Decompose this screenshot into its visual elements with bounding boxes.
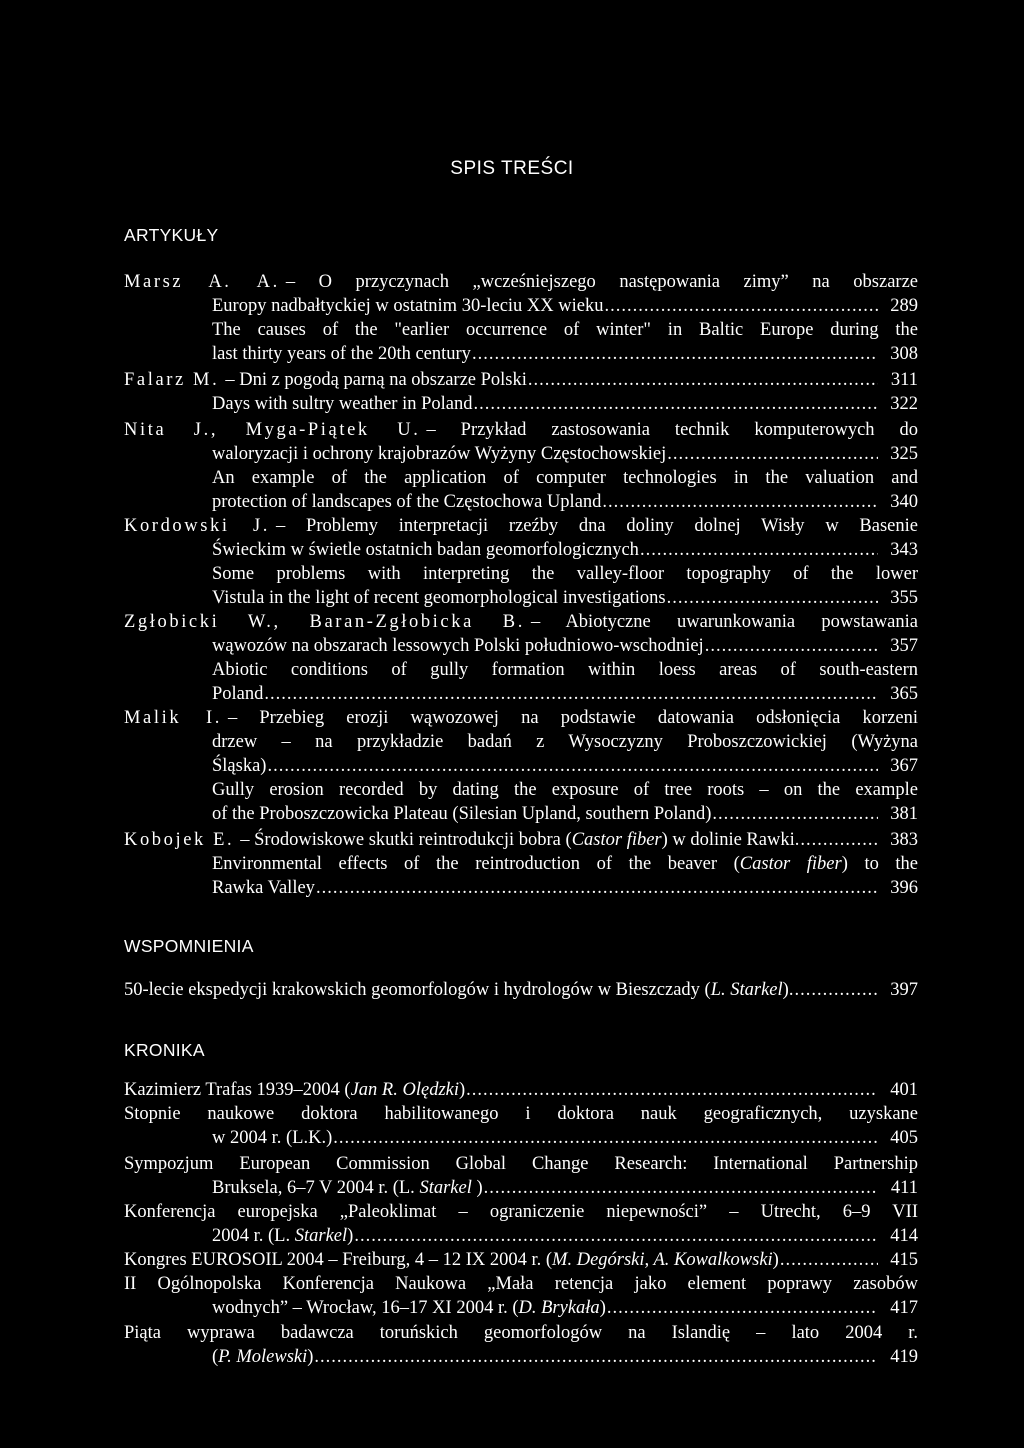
page-number: 396 [890, 878, 918, 898]
entry-line [124, 634, 918, 658]
entry-line [124, 1200, 918, 1224]
dot-leader [667, 586, 878, 610]
entry-title-en: Some problems with interpreting the valley-floor topography of the lower [212, 564, 918, 584]
dot-leader [354, 1224, 878, 1248]
toc-entry-chronicle-2 [124, 1102, 918, 1150]
entry-author: Marsz A. A. [124, 272, 280, 292]
entry-title: Kazimierz Trafas 1939–2004 ( [124, 1080, 351, 1100]
entry-title: drzew – na przykładzie badań z Wysoczyzny Proboszczowickiej (Wyżyna [212, 732, 918, 752]
entry-title: – O przyczynach „wcześniejszego następowania zimy” na obszarze [285, 272, 918, 292]
entry-title: 2004 r. (L. [212, 1226, 295, 1246]
entry-title: – Dni z pogodą parną na obszarze Polski [225, 370, 527, 390]
section-heading-memories: WSPOMNIENIA [124, 936, 254, 956]
entry-line [124, 490, 918, 514]
entry-line [124, 876, 918, 900]
entry-author-italic: Starkel [294, 1226, 348, 1246]
entry-author-italic: L. Starkel [710, 980, 783, 1000]
dot-leader [314, 1345, 878, 1369]
entry-title: Konferencja europejska „Paleoklimat – ograniczenie niepewności” – Utrecht, 6–9 VII [124, 1202, 918, 1222]
entry-title-en: Vistula in the light of recent geomorphological investigations [212, 588, 666, 608]
entry-line [124, 270, 918, 294]
entry-line [124, 1078, 918, 1102]
entry-line [124, 442, 918, 466]
entry-title-en: Poland [212, 684, 264, 704]
page-number: 414 [890, 1226, 918, 1246]
entry-title: Piąta wyprawa badawcza toruńskich geomorfologów na Islandię – lato 2004 r. [124, 1323, 918, 1343]
entry-line [124, 778, 918, 802]
dot-leader [607, 1296, 878, 1320]
entry-line [124, 978, 918, 1002]
toc-entry-chronicle-1 [124, 1078, 918, 1102]
entry-line [124, 418, 918, 442]
entry-line [124, 562, 918, 586]
page-number: 401 [890, 1080, 918, 1100]
page-number: 405 [890, 1128, 918, 1148]
page-number: 417 [890, 1298, 918, 1318]
entry-title-en: Days with sultry weather in Poland [212, 394, 473, 414]
entry-line [124, 828, 918, 852]
page-number: 415 [890, 1250, 918, 1270]
toc-entry-memory [124, 978, 918, 1002]
entry-line [124, 1176, 918, 1200]
entry-title-en: last thirty years of the 20th century [212, 344, 471, 364]
entry-author: Falarz M. [124, 370, 220, 390]
page-number: 322 [890, 394, 918, 414]
entry-line [124, 1345, 918, 1369]
entry-line [124, 1248, 918, 1272]
entry-title: ). [782, 980, 794, 1000]
page-number: 325 [890, 444, 918, 464]
dot-leader [705, 634, 878, 658]
entry-line [124, 586, 918, 610]
page-number: 383 [890, 830, 918, 850]
entry-line [124, 1126, 918, 1150]
page-title: SPIS TREŚCI [450, 158, 574, 179]
dot-leader [800, 828, 878, 852]
entry-title: Bruksela, 6–7 V 2004 r. (L. [212, 1178, 420, 1198]
dot-leader [640, 538, 878, 562]
entry-line [124, 368, 918, 392]
section-heading-articles: ARTYKUŁY [124, 225, 219, 245]
entry-title-italic: Castor fiber [571, 830, 662, 850]
entry-author: Kobojek E. [124, 830, 235, 850]
toc-entry-zglobicki [124, 610, 918, 706]
entry-title: II Ogólnopolska Konferencja Naukowa „Mała retencja jako element poprawy zasobów [124, 1274, 918, 1294]
dot-leader [528, 368, 878, 392]
dot-leader [602, 490, 878, 514]
entry-line [124, 1321, 918, 1345]
dot-leader [333, 1126, 878, 1150]
entry-title: Europy nadbałtyckiej w ostatnim 30-leciu XX wieku [212, 296, 604, 316]
entry-line [124, 754, 918, 778]
page-number: 343 [890, 540, 918, 560]
page-number: 357 [890, 636, 918, 656]
entry-line [124, 1272, 918, 1296]
entry-title: – Problemy interpretacji rzeźby dna doliny dolnej Wisły w Basenie [276, 516, 918, 536]
entry-title: wąwozów na obszarach lessowych Polski południowo-wschodniej [212, 636, 704, 656]
entry-author: Malik I. [124, 708, 222, 728]
toc-entry-nita [124, 418, 918, 514]
toc-entry-kobojek [124, 828, 918, 900]
entry-title: ) [459, 1080, 466, 1100]
toc-entry-chronicle-4 [124, 1200, 918, 1248]
entry-author: Nita J., Myga-Piątek U. [124, 420, 421, 440]
entry-title: Sympozjum European Commission Global Change Research: International Partnership [124, 1154, 918, 1174]
entry-line [124, 610, 918, 634]
entry-title-en: of the Proboszczowicka Plateau (Silesian Upland, southern Poland) [212, 804, 712, 824]
toc-entry-marsz [124, 270, 918, 366]
entry-line [124, 1152, 918, 1176]
entry-author-italic: P. Molewski [218, 1347, 308, 1367]
entry-line [124, 466, 918, 490]
entry-title: Śląska) [212, 756, 267, 776]
entry-line [124, 392, 918, 416]
entry-line [124, 852, 918, 876]
entry-title: Świeckim w świetle ostatnich badan geomorfologicznych [212, 540, 639, 560]
page-number: 367 [890, 756, 918, 776]
dot-leader [267, 754, 878, 778]
toc-entry-chronicle-7 [124, 1321, 918, 1369]
toc-entry-chronicle-6 [124, 1272, 918, 1320]
toc-entry-falarz [124, 368, 918, 416]
page-number: 381 [890, 804, 918, 824]
page-number: 340 [890, 492, 918, 512]
page-number: 289 [890, 296, 918, 316]
entry-title: Kongres EUROSOIL 2004 – Freiburg, 4 – 12 IX 2004 r. ( [124, 1250, 553, 1270]
entry-title-en: ) to the [841, 854, 918, 874]
dot-leader [474, 392, 879, 416]
entry-line [124, 658, 918, 682]
entry-author-italic: Starkel [419, 1178, 472, 1198]
entry-line [124, 682, 918, 706]
entry-title-en: protection of landscapes of the Częstochowa Upland [212, 492, 602, 512]
entry-author-italic: D. Brykała [518, 1298, 600, 1318]
entry-title: ) [772, 1250, 779, 1270]
entry-author-italic: Jan R. Olędzki [350, 1080, 459, 1100]
entry-title: wodnych” – Wrocław, 16–17 XI 2004 r. ( [212, 1298, 519, 1318]
toc-entry-chronicle-3 [124, 1152, 918, 1200]
dot-leader [466, 1078, 878, 1102]
dot-leader [484, 1176, 878, 1200]
entry-line [124, 1102, 918, 1126]
entry-author: Zgłobicki W., Baran-Zgłobicka B. [124, 612, 525, 632]
toc-entry-kordowski [124, 514, 918, 610]
entry-title: – Abiotyczne uwarunkowania powstawania [530, 612, 918, 632]
entry-author: Kordowski J. [124, 516, 271, 536]
section-heading-chronicle: KRONIKA [124, 1040, 205, 1060]
entry-line [124, 538, 918, 562]
entry-title: Stopnie naukowe doktora habilitowanego i doktora nauk geograficznych, uzyskane [124, 1104, 918, 1124]
entry-title: w 2004 r. (L.K.) [212, 1128, 333, 1148]
entry-line [124, 342, 918, 366]
entry-title-en: Gully erosion recorded by dating the exposure of tree roots – on the example [212, 780, 918, 800]
entry-title: ) [307, 1347, 314, 1367]
entry-line [124, 802, 918, 826]
entry-title-en: The causes of the "earlier occurrence of winter" in Baltic Europe during the [212, 320, 918, 340]
page-number: 355 [890, 588, 918, 608]
entry-title: – Przykład zastosowania technik komputerowych do [426, 420, 918, 440]
entry-author-italic: M. Degórski, A. Kowalkowski [552, 1250, 773, 1270]
entry-title-en: Abiotic conditions of gully formation within loess areas of south-eastern [212, 660, 918, 680]
entry-line [124, 1296, 918, 1320]
entry-title: 50-lecie ekspedycji krakowskich geomorfologów i hydrologów w Bieszczady ( [124, 980, 711, 1000]
page-number: 397 [890, 980, 918, 1000]
entry-title: ) w dolinie Rawki. [661, 830, 800, 850]
entry-title: ) [471, 1178, 483, 1198]
dot-leader [472, 342, 878, 366]
dot-leader [794, 978, 878, 1002]
page-number: 419 [890, 1347, 918, 1367]
entry-line [124, 1224, 918, 1248]
entry-line [124, 318, 918, 342]
entry-title-italic: Castor fiber [739, 854, 842, 874]
dot-leader [780, 1248, 878, 1272]
page-number: 365 [890, 684, 918, 704]
page-number: 308 [890, 344, 918, 364]
dot-leader [605, 294, 879, 318]
entry-title: – Przebieg erozji wąwozowej na podstawie datowania odsłonięcia korzeni [227, 708, 918, 728]
dot-leader [264, 682, 878, 706]
entry-title-en: Environmental effects of the reintroduction of the beaver ( [212, 854, 740, 874]
dot-leader [667, 442, 878, 466]
entry-title: waloryzacji i ochrony krajobrazów Wyżyny Częstochowskiej [212, 444, 667, 464]
toc-entry-malik [124, 706, 918, 826]
entry-title: ) [347, 1226, 354, 1246]
entry-line [124, 294, 918, 318]
page-number: 311 [890, 370, 918, 390]
entry-line [124, 706, 918, 730]
entry-line [124, 514, 918, 538]
page-number: 411 [890, 1178, 918, 1198]
entry-title-en: An example of the application of computer technologies in the valuation and [212, 468, 918, 488]
entry-title: ) [599, 1298, 606, 1318]
toc-entry-chronicle-5 [124, 1248, 918, 1272]
dot-leader [712, 802, 878, 826]
entry-title-en: Rawka Valley [212, 878, 315, 898]
dot-leader [316, 876, 878, 900]
entry-title: ( [212, 1347, 219, 1367]
entry-line [124, 730, 918, 754]
entry-title: – Środowiskowe skutki reintrodukcji bobra ( [240, 830, 572, 850]
